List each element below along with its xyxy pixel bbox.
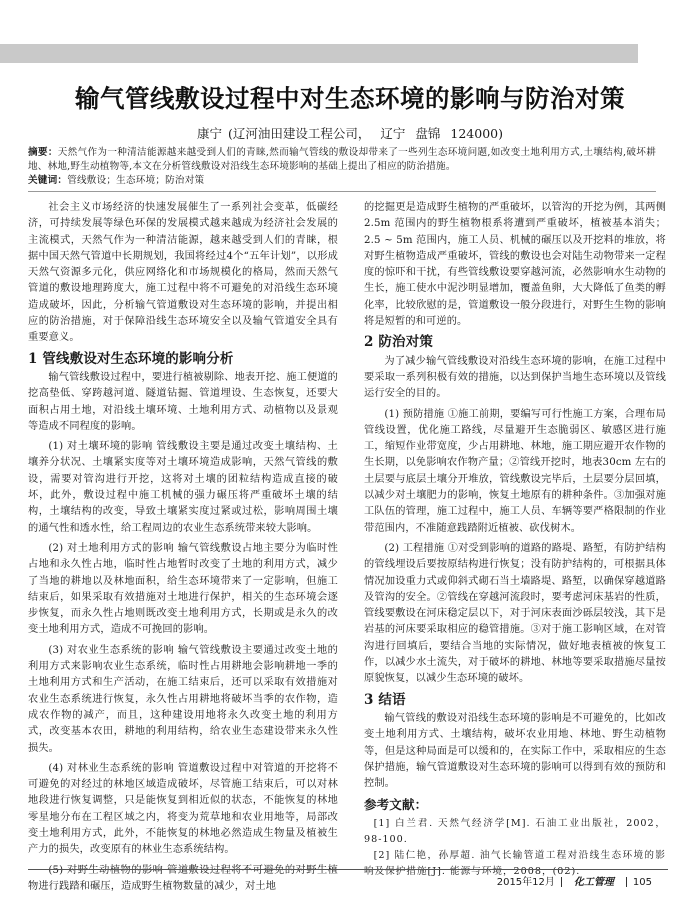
keywords-text: 管线敷设；生态环境；防治对策 xyxy=(67,175,205,186)
agriculture-paragraph: (3) 对农业生态系统的影响 输气管线敷设主要通过改变土地的利用方式来影响农业生态系统，临时性占用耕地会影响耕地一季的土地利用方式和生产活动，在施工结束后，还可以采取有效措施对农业生态系统进行恢复，永久性占用耕地将破坏当季的农作物，造成农作物的减产，而且，这种建设用地将永久改变土地的利用方式，改变基本农田，耕地的利用结构，给农业生态建设带来永久性损失。 xyxy=(28,644,338,754)
footer-separator xyxy=(626,877,627,887)
reference-item: [1] 白兰君. 天然气经济学[M]. 石油工业出版社，2002，98-100. xyxy=(364,817,666,845)
header-band xyxy=(0,44,638,63)
author-affiliation: (辽河油田建设工程公司， xyxy=(228,126,371,141)
author-line xyxy=(0,124,700,142)
prevention-measures-paragraph: (1) 预防措施 ①施工前期，要编写可行性施工方案，合理布局管线设置，优化施工路线，尽量避开生态脆弱区、敏感区进行施工，缩短作业带宽度，少占用耕地、林地，施工期应避开农作物的生长期，以免影响农作物产量；②管线开挖时，地表30cm 左右的土层要与底层土壤分开堆放，管线敷设完毕后，土层要分层回填，以减少对土壤肥力的影响，恢复土地原有的耕种条件。③加强对施工队伍的管理，施工过程中，施工人员、车辆等要严格限制的作业带范围内，不准随意践踏附近植被、砍伐树木。 xyxy=(364,408,666,534)
left-column xyxy=(28,200,338,899)
right-column xyxy=(364,200,666,880)
forestry-paragraph: (4) 对林业生态系统的影响 管道敷设过程中对管道的开挖将不可避免的对经过的林地区域造成破坏，尽管施工结束后，可以对林地段进行恢复调整，只是能恢复到相近似的状态，不能恢复的林地零星地分布在工程区域之内，将变为荒草地和农业用地等，局部改变土地利用方式，此外，不能恢复的林地必然造成生物量及植被生产力的损失，改变原有的林业生态系统结构。 xyxy=(28,762,338,856)
paper-title: 输气管线敷设过程中对生态环境的影响与防治对策 xyxy=(75,84,625,113)
keywords-label: 关键词： xyxy=(28,175,68,186)
reference-item: [2] 陆仁艳，孙厚超. 油气长输管道工程对沿线生态环境的影响及保护措施[J]. 能源与环境，2008，(02). xyxy=(364,849,666,877)
conclusion-paragraph: 输气管线的敷设对沿线生态环境的影响是不可避免的，比如改变土地利用方式、土壤结构，破坏农业用地、林地、野生动植物等，但是这种局面是可以缓和的，在实际工作中，采取相应的生态保护措施，输气管道敷设对生态环境的影响可以得到有效的预防和控制。 xyxy=(364,712,666,790)
land-use-paragraph: (2) 对土地利用方式的影响 输气管线敷设占地主要分为临时性占地和永久性占地，临时性占地暂时改变了土地的利用方式，减少了当地的耕地以及林地面积，给生态环境带来了一定影响，但施工结束后，如果采取有效措施对土地进行保护，相关的生态环境会逐步恢复，而永久性占地则既改变土地利用方式，长期或是永久的改变土地利用方式，造成不可挽回的影响。 xyxy=(28,542,338,636)
author-postcode: 124000) xyxy=(450,126,503,141)
keywords xyxy=(28,174,656,188)
author-province: 辽宁 xyxy=(380,126,406,141)
intro-paragraph: 社会主义市场经济的快速发展催生了一系列社会变革，低碳经济，可持续发展等绿色环保的发展模式越来越成为经济社会发展的主流模式，天然气作为一种清洁能源，越来越受到人们的青睐，根据中国天然气管道中长期规划，我国将经过4个“五年计划”，以形成天然气资源多元化，供应网络化和市场规模化的格局，然而天然气管道的敷设地理跨度大，施工过程中将不可避免的对沿线生态环境造成破坏，因此，分析输气管道敷设对生态环境的影响，并提出相应的防治措施，对于保障沿线生态环境安全以及输气管道安全具有重要意义。 xyxy=(28,202,338,344)
section-2-heading: 2 防治对策 xyxy=(364,334,433,351)
abstract xyxy=(28,146,656,174)
footer-separator xyxy=(561,877,562,887)
wildlife-paragraph: (5) 对野生动植物的影响 管道敷设过程将不可避免的对野生植物进行践踏和碾压，造成野生植物数量的减少，对土地 xyxy=(28,864,338,892)
page-footer xyxy=(497,873,652,888)
abstract-label: 摘要： xyxy=(28,147,58,158)
abstract-text: 天然气作为一种清洁能源越来越受到人们的青睐,然而输气管线的敷设却带来了一些列生态环境问题,如改变土地利用方式,土壤结构,破坏耕地、林地,野生动植物等,本文在分析管线敷设对沿线生态环境影响的基础上提出了相应的防治措施。 xyxy=(28,147,656,172)
issue-date: 2015年12月 xyxy=(496,877,555,888)
header-divider xyxy=(28,191,656,192)
author-city: 盘锦 xyxy=(415,126,441,141)
page-number: 105 xyxy=(632,877,652,888)
journal-name: 化工管理 xyxy=(573,877,614,888)
soil-impact-paragraph: (1) 对土壤环境的影响 管线敷设主要是通过改变土壤结构、土壤养分状况、土壤紧实度等对土壤环境造成影响，天然气管线的敷设，需要对管沟进行开挖，这将对土壤的团粒结构造成直接的破坏，此外，敷设过程中施工机械的强力碾压将严重破坏土壤的结构，土壤结构的改变，导致土壤紧实度过紧或过松，影响周围土壤的通气性和透水性，给工程周边的农业生态系统带来较大影响。 xyxy=(28,441,338,534)
section-3-heading: 3 结语 xyxy=(364,691,406,708)
section-2-intro: 为了减少输气管线敷设对沿线生态环境的影响，在施工过程中要采取一系列积极有效的措施，以达到保护当地生态环境以及管线运行安全的目的。 xyxy=(364,355,666,400)
section-1-intro: 输气管线敷设过程中，要进行植被剔除、地表开挖、施工便道的挖高垫低、穿跨越河道、隧道钻掘、管道埋设、生态恢复，还要大面积占用土地，对沿线土壤环境、土地利用方式、动植物以及景观等造成不同程度的影响。 xyxy=(28,371,338,432)
section-1-heading: 1 管线敷设对生态环境的影响分析 xyxy=(28,350,234,367)
references-heading: 参考文献： xyxy=(364,797,428,813)
wildlife-paragraph-continued: 的挖掘更是造成野生植物的严重破坏，以管沟的开挖为例，其两侧2.5m 范围内的野生植物根系将遭到严重破坏，植被基本消失；2.5 ~ 5m 范围内，施工人员、机械的碾压以及开挖料的堆放，将对野生植物造成严重破坏，管线的敷设也会对陆生动物带来一定程度的惊吓和干扰，有些管线敷设要穿越河流，必然影响水生动物的生长，施工使水中泥沙明显增加，覆盖鱼卵，大大降低了鱼类的孵化率，比较欣慰的是，管道敷设一般分段进行，对野生生物的影响将是短暂的和可逆的。 xyxy=(364,202,666,328)
engineering-measures-paragraph: (2) 工程措施 ①对受到影响的道路的路堤、路堑，有防护结构的管线埋设后要按原结构进行恢复；没有防护结构的，可根据具体情况加设重力式或仰斜式砌石当土墙路堤、路堑，以确保穿越道路及管沟的安全。②管线在穿越河流段时，要考虑河床基岩的性质，管线要敷设在河床稳定层以下，对于河床表面沙砾层较浅，其下是岩基的河床要采取相应的稳管措施。③对于施工影响区域，在对管沟进行回填后，要结合当地的实际情况，做好地表植被的恢复工作，以减少水土流失，对于破坏的耕地、林地等要采取措施尽量按原貌恢复，以减少生态环境的破坏。 xyxy=(364,542,666,685)
author-name: 康宁 xyxy=(197,126,223,141)
footer-divider xyxy=(28,869,668,870)
